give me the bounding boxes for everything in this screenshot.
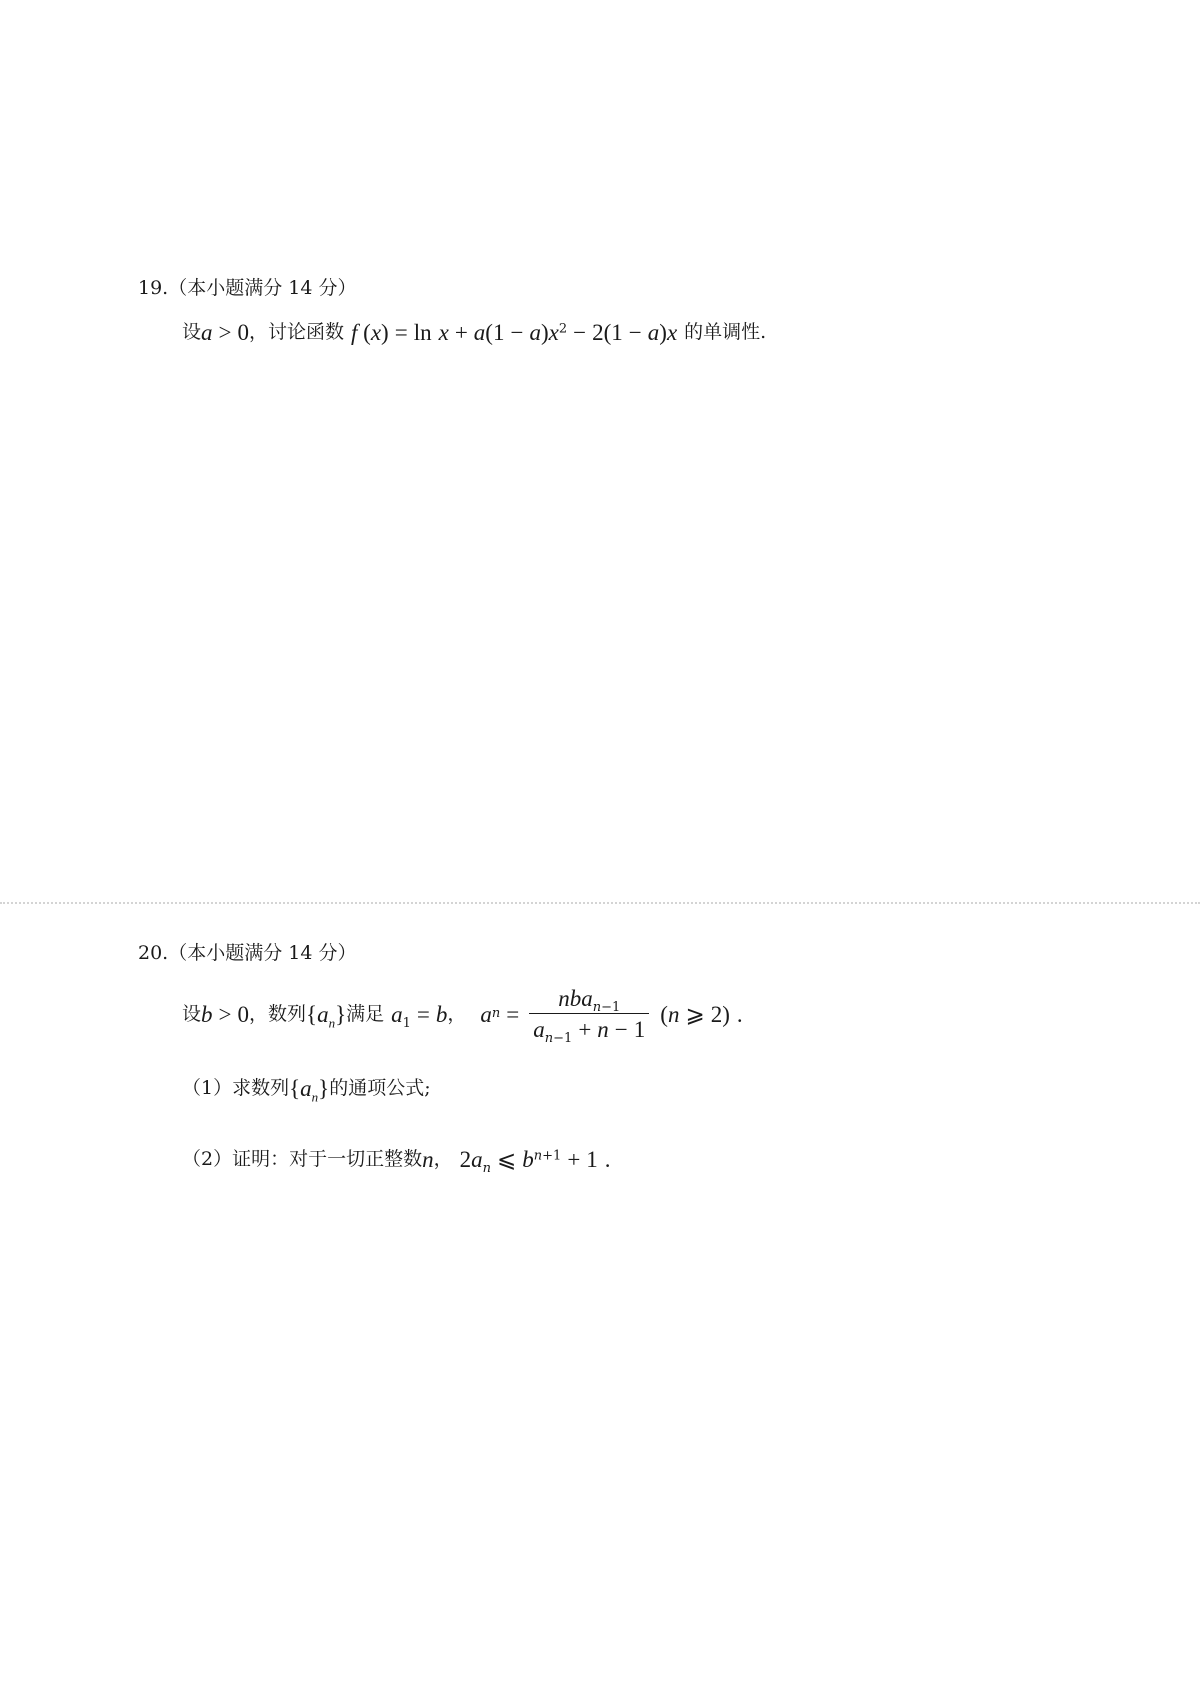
part-2-label: （2）证明：对于一切正整数 <box>182 1148 423 1170</box>
sequence-notation-2: $\{a_n\}$ <box>289 1076 330 1105</box>
problem-20-text-3: 满足 <box>346 1002 385 1025</box>
problem-20-title: 20.（本小题满分 14 分） <box>138 942 357 964</box>
problem-19-title: 19.（本小题满分 14 分） <box>138 277 357 299</box>
part-2-comma: ， <box>433 1148 453 1170</box>
math-a: a <box>201 320 213 345</box>
problem-20-part-1 <box>182 1076 431 1105</box>
problem-19-formula: f $(x) = \ln x + a(1 - a)x^2 - 2(1 - a)x$ <box>351 320 678 345</box>
problem-19-text-3: 的单调性. <box>684 321 767 343</box>
problem-20-part-2: （2）证明：对于一切正整数 n ， $2a_n$ ⩽ $b^{n+1} + 1$ . <box>182 1147 611 1176</box>
initial-condition: $a_1 = b$ <box>391 1001 448 1031</box>
recurrence-fraction: $\frac{nba_{n-1}}{a_{n-1} + n - 1}$ <box>529 987 649 1041</box>
problem-20-text-2: ，数列 <box>249 1002 307 1025</box>
problem-19-header <box>138 279 356 298</box>
problem-19-text-1: 设 <box>182 321 202 343</box>
problem-20-text-4: ， <box>447 1002 467 1025</box>
problem-19-text-2: ，讨论函数 <box>249 321 345 343</box>
part-1-tail: 的通项公式; <box>329 1077 431 1099</box>
inequality-formula: $2a_n$ ⩽ $b^{n+1} + 1$ . <box>459 1147 611 1176</box>
problem-19-statement: 设 a > 0 ，讨论函数 f $(x) = \ln x + a(1 - a)x^2 - 2(1 - a)x$ 的单调性. <box>182 320 767 345</box>
problem-20-header <box>138 944 356 963</box>
problem-20-statement: 设 b > 0 ，数列 $\{a_n\}$ 满足 $a_1 = b$ ， a n = $\frac{nba_{n-1}}{a_{n-1} + n - 1}$ ( n ⩾ 2) . <box>182 986 743 1046</box>
page-divider <box>0 902 1200 904</box>
part-1-label: （1）求数列 <box>182 1077 290 1099</box>
problem-20-text-1: 设 <box>182 1002 202 1025</box>
recurrence-formula: a n = $\frac{nba_{n-1}}{a_{n-1} + n - 1}$ ( n ⩾ 2) . <box>480 986 743 1046</box>
sequence-notation: $\{a_n\}$ <box>306 1001 347 1031</box>
